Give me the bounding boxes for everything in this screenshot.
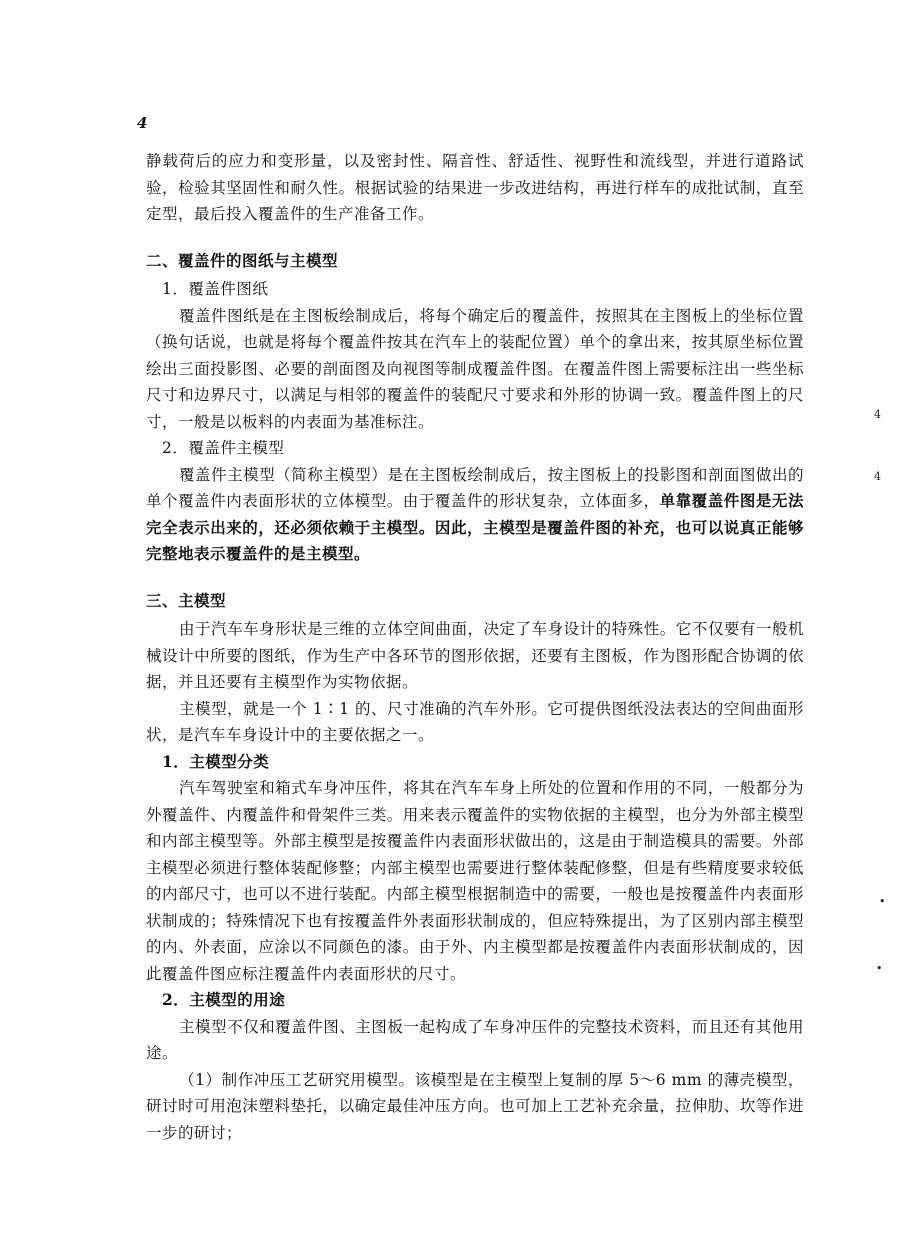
margin-mark: •	[879, 895, 886, 908]
section-heading-3: 三、主模型	[146, 590, 227, 610]
margin-mark: 4	[874, 470, 881, 483]
list-item-1: （1）制作冲压工艺研究用模型。该模型是在主模型上复制的厚 5～6 mm 的薄壳模型，研讨时可用泡沫塑料垫托，以确定最佳冲压方向。也可加上工艺补充余量，拉伸肋、坎等作进一步的研讨；	[146, 1070, 804, 1142]
page-number: 4	[137, 114, 148, 132]
paragraph-master-model-part-b: 单靠覆盖件图是无法完全表示出来的，还必须依赖于主模型。因此，主模型是覆盖件图的补充，也可以说真正能够完整地表示覆盖件的是主模型。	[146, 491, 804, 563]
paragraph-drawings: 覆盖件图纸是在主图板绘制成后，将每个确定后的覆盖件，按照其在主图板上的坐标位置（换句话说，也就是将每个覆盖件按其在汽车上的装配位置）单个的拿出来，按其原坐标位置绘出三面投影图、必要的剖面图及向视图等制成覆盖件图。在覆盖件图上需要标注出一些坐标尺寸和边界尺寸，以满足与相邻的覆盖件的装配尺寸要求和外形的协调一致。覆盖件图上的尺寸，一般是以板料的内表面为基准标注。	[146, 306, 804, 431]
subsection-heading-master-model: 2．覆盖件主模型	[162, 439, 285, 457]
page-body	[146, 148, 804, 1146]
margin-mark: 4	[874, 408, 881, 421]
paragraph-uses: 主模型不仅和覆盖件图、主图板一起构成了车身冲压件的完整技术资料，而且还有其他用途。	[146, 1017, 804, 1062]
subsection-heading-classification: 1．主模型分类	[162, 751, 270, 771]
subsection-heading-drawings: 1．覆盖件图纸	[162, 280, 269, 298]
intro-paragraph: 静载荷后的应力和变形量，以及密封性、隔音性、舒适性、视野性和流线型，并进行道路试验，检验其坚固性和耐久性。根据试验的结果进一步改进结构，再进行样车的成批试制，直至定型，最后投入覆盖件的生产准备工作。	[146, 152, 804, 223]
paragraph-master-model	[146, 462, 804, 568]
subsection-heading-uses: 2．主模型的用途	[162, 990, 286, 1009]
paragraph-section3-1: 由于汽车车身形状是三维的立体空间曲面，决定了车身设计的特殊性。它不仅要有一般机械设计中所要的图纸，作为生产中各环节的图形依据，还要有主图板，作为图形配合协调的依据，并且还要有主模型作为实物依据。	[146, 620, 804, 691]
section-heading-2: 二、覆盖件的图纸与主模型	[146, 250, 339, 270]
paragraph-section3-2: 主模型，就是一个 1∶1 的、尺寸准确的汽车外形。它可提供图纸没法表达的空间曲面形状，是汽车车身设计中的主要依据之一。	[146, 699, 804, 744]
paragraph-classification: 汽车驾驶室和箱式车身冲压件，将其在汽车车身上所处的位置和作用的不同，一般都分为外覆盖件、内覆盖件和骨架件三类。用来表示覆盖件的实物依据的主模型，也分为外部主模型和内部主模型等。外部主模型是按覆盖件内表面形状做出的，这是由于制造模具的需要。外部主模型必须进行整体装配修整；内部主模型也需要进行整体装配修整，但是有些精度要求较低的内部尺寸，也可以不进行装配。内部主模型根据制造中的需要，一般也是按覆盖件内表面形状制成的；特殊情况下也有按覆盖件外表面形状制成的，但应特殊提出，为了区别内部主模型的内、外表面，应涂以不同颜色的漆。由于外、内主模型都是按覆盖件内表面形状制成的，因此覆盖件图应标注覆盖件内表面形状的尺寸。	[146, 779, 804, 983]
margin-mark: •	[876, 962, 883, 975]
paragraph-master-model-part-a: 覆盖件主模型（简称主模型）是在主图板绘制成后，按主图板上的投影图和剖面图做出的单个覆盖件内表面形状的立体模型。由于覆盖件的形状复杂，立体面多，	[146, 465, 804, 510]
